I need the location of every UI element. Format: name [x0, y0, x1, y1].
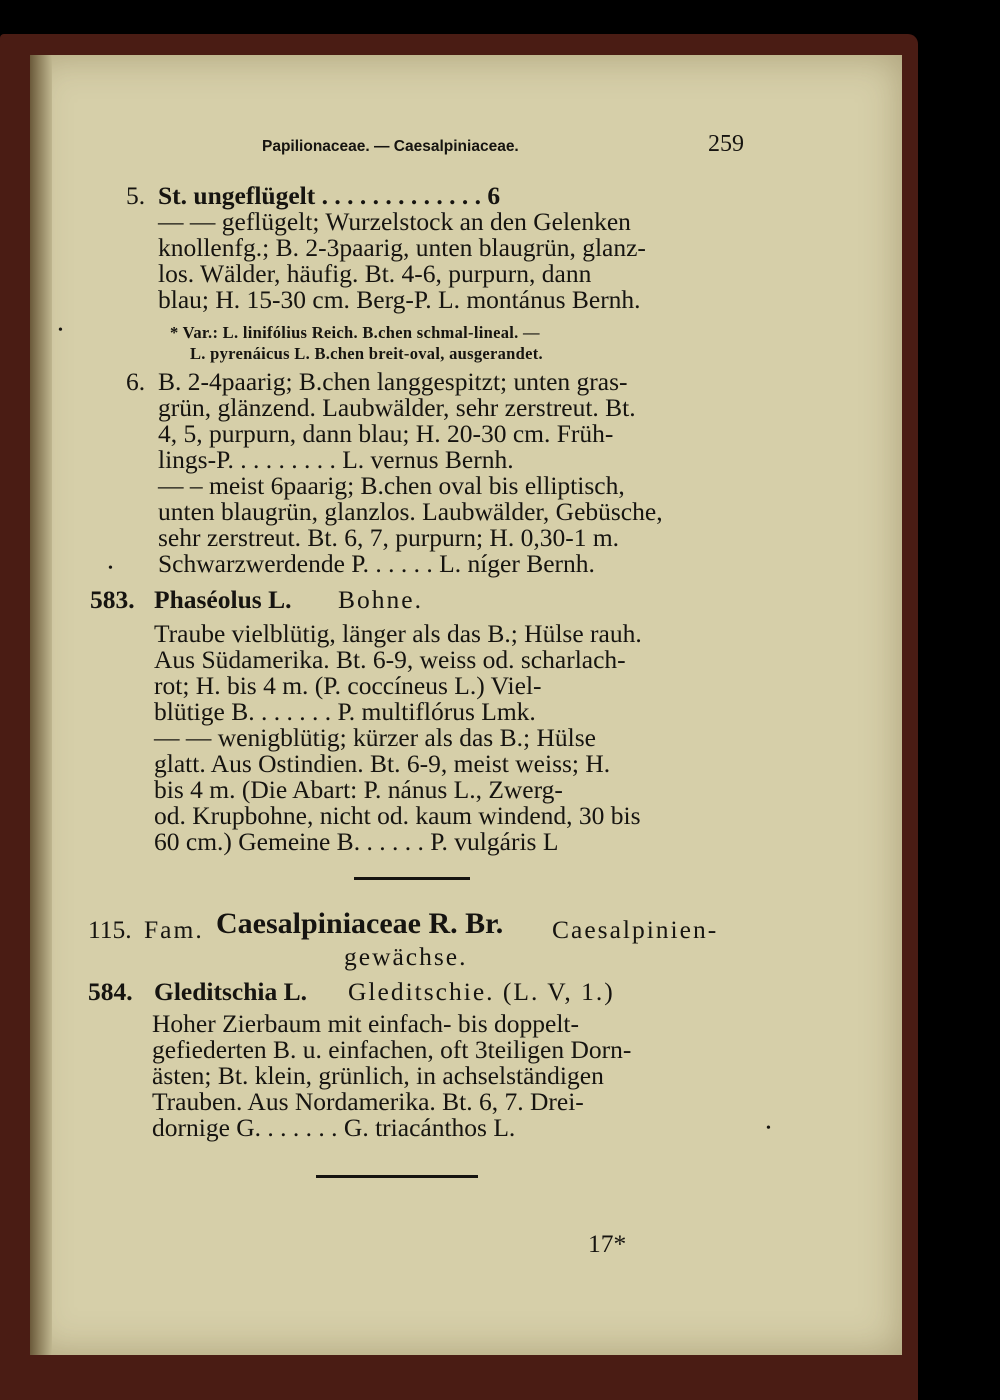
entry-line: lings-P. . . . . . . . . L. vernus Bernh.	[158, 445, 514, 474]
genus-common-name: Bohne.	[338, 585, 423, 614]
genus-line: bis 4 m. (Die Abart: P. nánus L., Zwerg-	[154, 775, 563, 804]
family-prefix: Fam.	[144, 915, 204, 944]
book-page	[30, 55, 902, 1355]
entry-line: los. Wälder, häufig. Bt. 4-6, purpurn, dann	[158, 259, 592, 288]
running-title: Papilionaceae. — Caesalpiniaceae.	[262, 138, 519, 155]
genus-line: 60 cm.) Gemeine B. . . . . . P. vulgáris L	[154, 827, 559, 856]
genus-line: glatt. Aus Ostindien. Bt. 6-9, meist weiss; H.	[154, 749, 611, 778]
section-divider	[354, 877, 470, 880]
entry-line: St. ungeflügelt . . . . . . . . . . . . . 6	[158, 181, 501, 210]
genus-line: Aus Südamerika. Bt. 6-9, weiss od. scharlach-	[154, 645, 626, 674]
genus-line: gefiederten B. u. einfachen, oft 3teiligen Dorn-	[152, 1035, 632, 1064]
genus-line: dornige G. . . . . . . G. triacánthos L.	[152, 1113, 516, 1142]
entry-line: unten blaugrün, glanzlos. Laubwälder, Gebüsche,	[158, 497, 663, 526]
entry-line: grün, glänzend. Laubwälder, sehr zerstreut. Bt.	[158, 393, 636, 422]
section-divider	[316, 1175, 478, 1178]
entry-line: knollenfg.; B. 2-3paarig, unten blaugrün, glanz-	[158, 233, 646, 262]
entry-line: B. 2-4paarig; B.chen langgespitzt; unten gras-	[158, 367, 628, 396]
entry-line: blau; H. 15-30 cm. Berg-P. L. montánus Bernh.	[158, 285, 641, 314]
margin-dot: •	[108, 561, 113, 576]
genus-name: Phaséolus L.	[154, 585, 292, 614]
genus-line: rot; H. bis 4 m. (P. coccíneus L.) Viel-	[154, 671, 542, 700]
variety-note: L. pyrenáicus L. B.chen breit-oval, ausgerandet.	[190, 344, 543, 363]
genus-number: 583.	[90, 585, 135, 614]
margin-dot: •	[58, 323, 63, 338]
genus-line: blütige B. . . . . . . P. multiflórus Lmk.	[154, 697, 536, 726]
entry-number: 5.	[126, 181, 146, 210]
family-number: 115.	[88, 915, 132, 944]
family-common-name: gewächse.	[344, 942, 468, 971]
genus-number: 584.	[88, 977, 133, 1006]
family-common-name: Caesalpinien-	[552, 915, 719, 944]
margin-dot: •	[766, 1121, 771, 1136]
genus-line: Traube vielblütig, länger als das B.; Hülse rauh.	[154, 619, 642, 648]
genus-name: Gleditschia L.	[154, 977, 308, 1006]
entry-line: Schwarzwerdende P. . . . . . L. níger Bernh.	[158, 549, 595, 578]
entry-line: sehr zerstreut. Bt. 6, 7, purpurn; H. 0,30-1 m.	[158, 523, 620, 552]
family-name: Caesalpiniaceae R. Br.	[216, 907, 504, 940]
genus-line: ästen; Bt. klein, grünlich, in achselständigen	[152, 1061, 604, 1090]
genus-line: Hoher Zierbaum mit einfach- bis doppelt-	[152, 1009, 579, 1038]
printer-signature: 17*	[588, 1229, 627, 1258]
entry-line: — – meist 6paarig; B.chen oval bis elliptisch,	[158, 471, 625, 500]
variety-note: * Var.: L. linifólius Reich. B.chen schmal-lineal. —	[170, 323, 540, 342]
entry-line: 4, 5, purpurn, dann blau; H. 20-30 cm. Früh-	[158, 419, 614, 448]
genus-common-name: Gleditschie. (L. V, 1.)	[348, 977, 615, 1006]
entry-line: — — geflügelt; Wurzelstock an den Gelenken	[158, 207, 631, 236]
genus-line: Trauben. Aus Nordamerika. Bt. 6, 7. Drei-	[152, 1087, 584, 1116]
genus-line: — — wenigblütig; kürzer als das B.; Hülse	[154, 723, 596, 752]
entry-number: 6.	[126, 367, 146, 396]
page-gutter	[30, 55, 52, 1355]
page-number: 259	[708, 131, 744, 157]
genus-line: od. Krupbohne, nicht od. kaum windend, 30 bis	[154, 801, 641, 830]
